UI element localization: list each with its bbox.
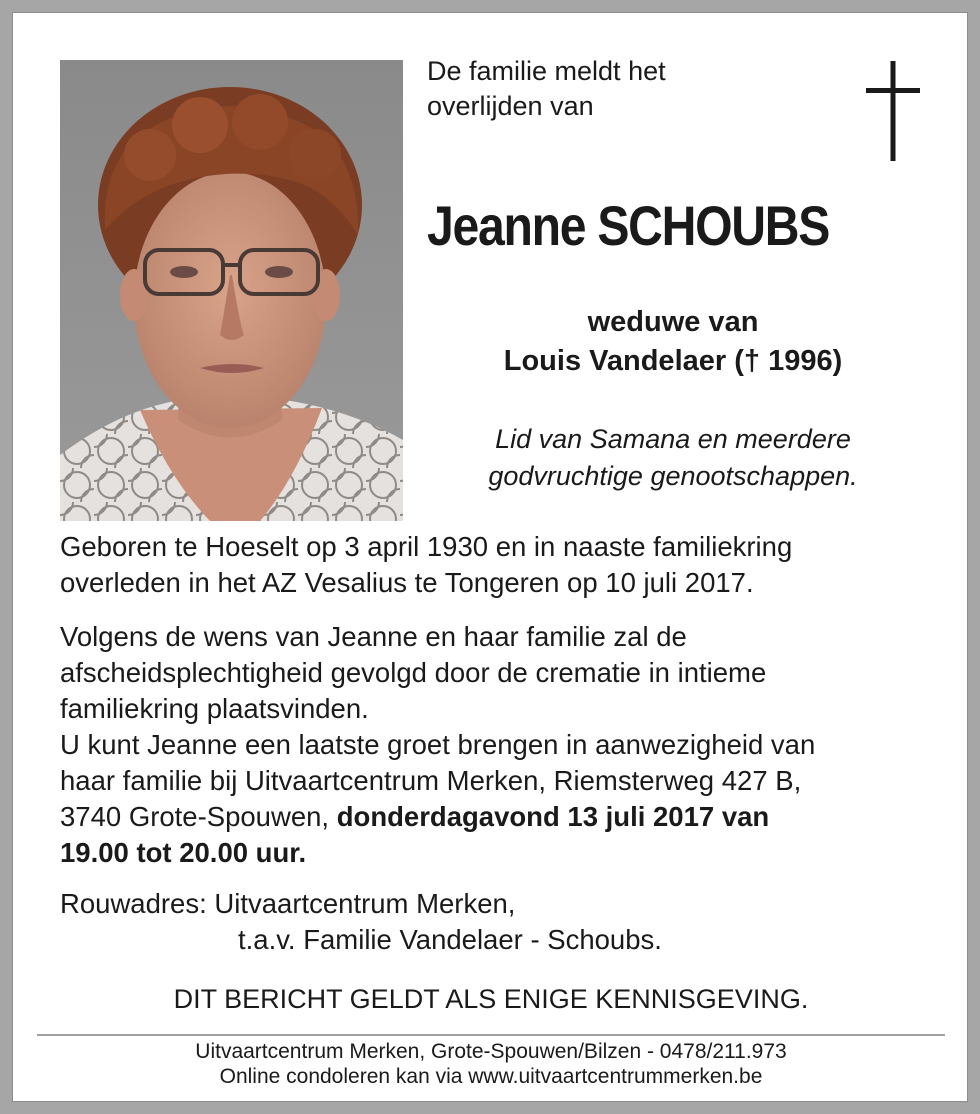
footer-condolence: Online condoleren kan via www.uitvaartcentrummerken.be [219,1065,763,1088]
portrait-photo [60,60,403,521]
widow-of [433,303,913,381]
mourning-address [60,886,940,958]
visit-location: 3740 Grote-Spouwen, [60,801,330,832]
footer-contact: Uitvaartcentrum Merken, Grote-Spouwen/Bilzen - 0478/211.973 [195,1040,787,1063]
visit-date: donderdagavond 13 juli 2017 van [336,801,770,832]
paragraph-line: Volgens de wens van Jeanne en haar familie zal de [60,621,687,652]
footer [13,1039,969,1089]
sole-notice: DIT BERICHT GELDT ALS ENIGE KENNISGEVING. [173,984,809,1014]
paragraph-line: familiekring plaatsvinden. [60,693,369,724]
intro-text [427,54,757,124]
birth-death-paragraph [60,529,940,601]
membership-line: Lid van Samana en meerdere [495,424,851,454]
membership-line: godvruchtige genootschappen. [488,461,858,491]
membership-text [433,421,913,495]
paragraph-line: Geboren te Hoeselt op 3 april 1930 en in naaste familiekring [60,531,793,562]
address-line: t.a.v. Familie Vandelaer - Schoubs. [238,924,662,955]
death-notice-card [12,12,968,1102]
visit-time: 19.00 tot 20.00 uur. [60,837,307,868]
intro-line: De familie meldt het [427,56,666,86]
paragraph-line: haar familie bij Uitvaartcentrum Merken, Riemsterweg 427 B, [60,765,802,796]
address-line: Rouwadres: Uitvaartcentrum Merken, [60,888,516,919]
deceased-name: Jeanne SCHOUBS [427,194,830,257]
widow-line: weduwe van [587,306,759,338]
latin-cross-icon [863,61,923,161]
intro-line: overlijden van [427,91,594,121]
paragraph-line: afscheidsplechtigheid gevolgd door de crematie in intieme [60,657,767,688]
ceremony-paragraph [60,619,940,871]
footer-divider [37,1034,945,1036]
paragraph-line [60,799,940,835]
paragraph-line: U kunt Jeanne een laatste groet brengen in aanwezigheid van [60,729,816,760]
spouse-name: Louis Vandelaer († 1996) [503,345,843,377]
paragraph-line: overleden in het AZ Vesalius te Tongeren op 10 juli 2017. [60,567,754,598]
